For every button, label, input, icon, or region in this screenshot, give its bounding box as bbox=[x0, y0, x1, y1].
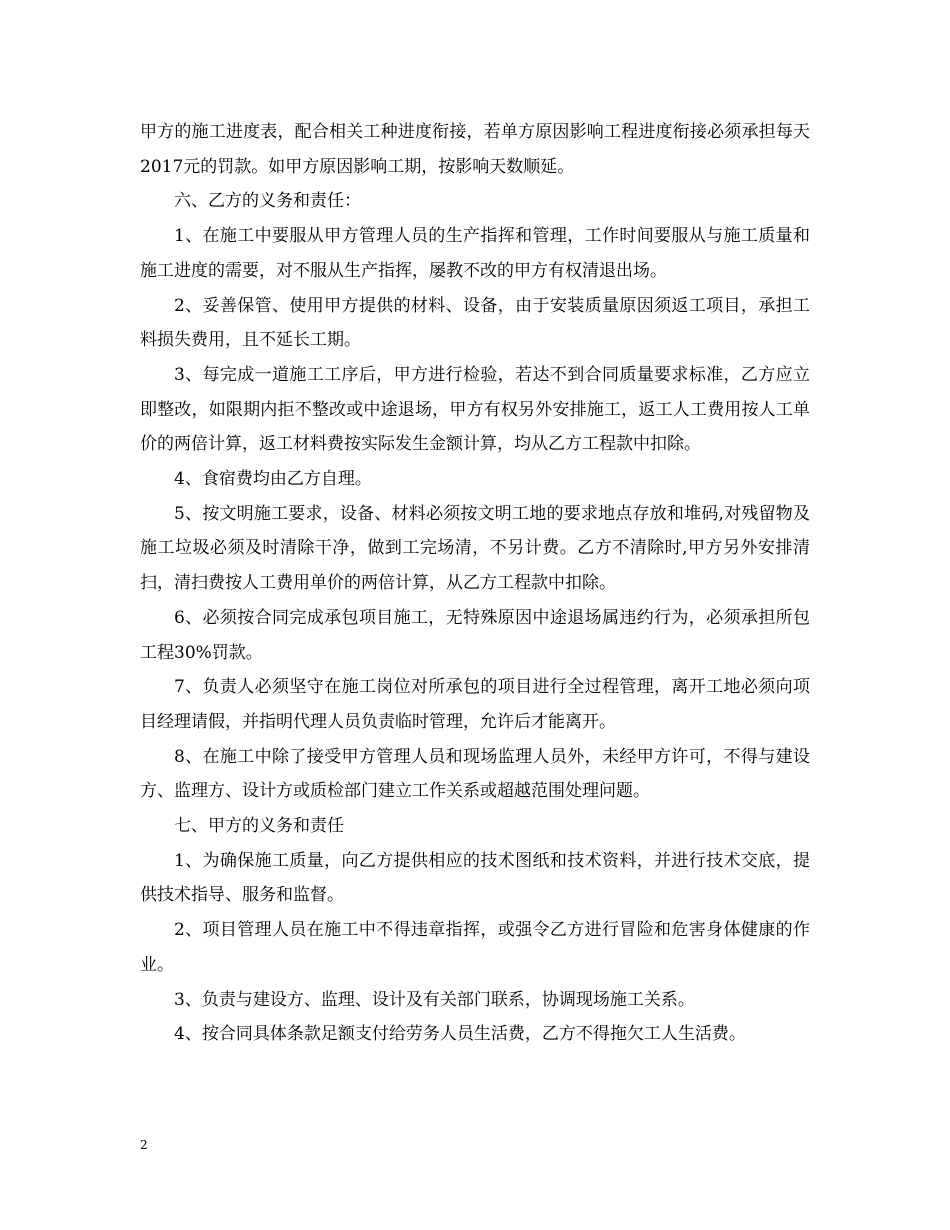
section-heading-six: 六、乙方的义务和责任： bbox=[174, 191, 361, 212]
clause-7-3: 3、负责与建设方、监理、设计及有关部门联系，协调现场施工关系。 bbox=[174, 989, 695, 1010]
paragraph-continuation: 甲方的施工进度表，配合相关工种进度衔接，若单方原因影响工程进度衔接必须承担每天2017元的罚款。如甲方原因影响工期，按影响天数顺延。 bbox=[140, 122, 810, 177]
clause-6-6: 6、必须按合同完成承包项目施工，无特殊原因中途退场属违约行为，必须承担所包工程30%罚款。 bbox=[140, 607, 810, 663]
section-heading-seven: 七、甲方的义务和责任 bbox=[174, 816, 344, 837]
document-body bbox=[140, 115, 810, 1052]
clause-6-3: 3、每完成一道施工工序后，甲方进行检验，若达不到合同质量要求标准，乙方应立即整改，如限期内拒不整改或中途退场，甲方有权另外安排施工，返工人工费用按人工单价的两倍计算，返工材料费按实际发生金额计算，均从乙方工程款中扣除。 bbox=[140, 364, 810, 455]
clause-6-8: 8、在施工中除了接受甲方管理人员和现场监理人员外，未经甲方许可，不得与建设方、监理方、设计方或质检部门建立工作关系或超越范围处理问题。 bbox=[140, 746, 810, 802]
clause-6-5: 5、按文明施工要求，设备、材料必须按文明工地的要求地点存放和堆码,对残留物及施工垃圾必须及时清除干净，做到工完场清，不另计费。乙方不清除时,甲方另外安排清扫，清扫费按人工费用单价的两倍计算，从乙方工程款中扣除。 bbox=[140, 503, 810, 594]
clause-6-4: 4、食宿费均由乙方自理。 bbox=[174, 469, 372, 490]
clause-7-2: 2、项目管理人员在施工中不得违章指挥，或强令乙方进行冒险和危害身体健康的作业。 bbox=[140, 920, 810, 975]
clause-6-2: 2、妥善保管、使用甲方提供的材料、设备，由于安装质量原因须返工项目，承担工料损失费用，且不延长工期。 bbox=[140, 295, 810, 351]
clause-6-1: 1、在施工中要服从甲方管理人员的生产指挥和管理，工作时间要服从与施工质量和施工进度的需要，对不服从生产指挥，屡教不改的甲方有权清退出场。 bbox=[140, 226, 810, 281]
clause-7-1: 1、为确保施工质量，向乙方提供相应的技术图纸和技术资料，并进行技术交底，提供技术指导、服务和监督。 bbox=[140, 850, 810, 906]
clause-6-7: 7、负责人必须坚守在施工岗位对所承包的项目进行全过程管理，离开工地必须向项目经理请假，并指明代理人员负责临时管理，允许后才能离开。 bbox=[140, 677, 810, 732]
clause-7-4: 4、按合同具体条款足额支付给劳务人员生活费，乙方不得拖欠工人生活费。 bbox=[174, 1024, 746, 1045]
page-number: 2 bbox=[140, 1138, 148, 1152]
